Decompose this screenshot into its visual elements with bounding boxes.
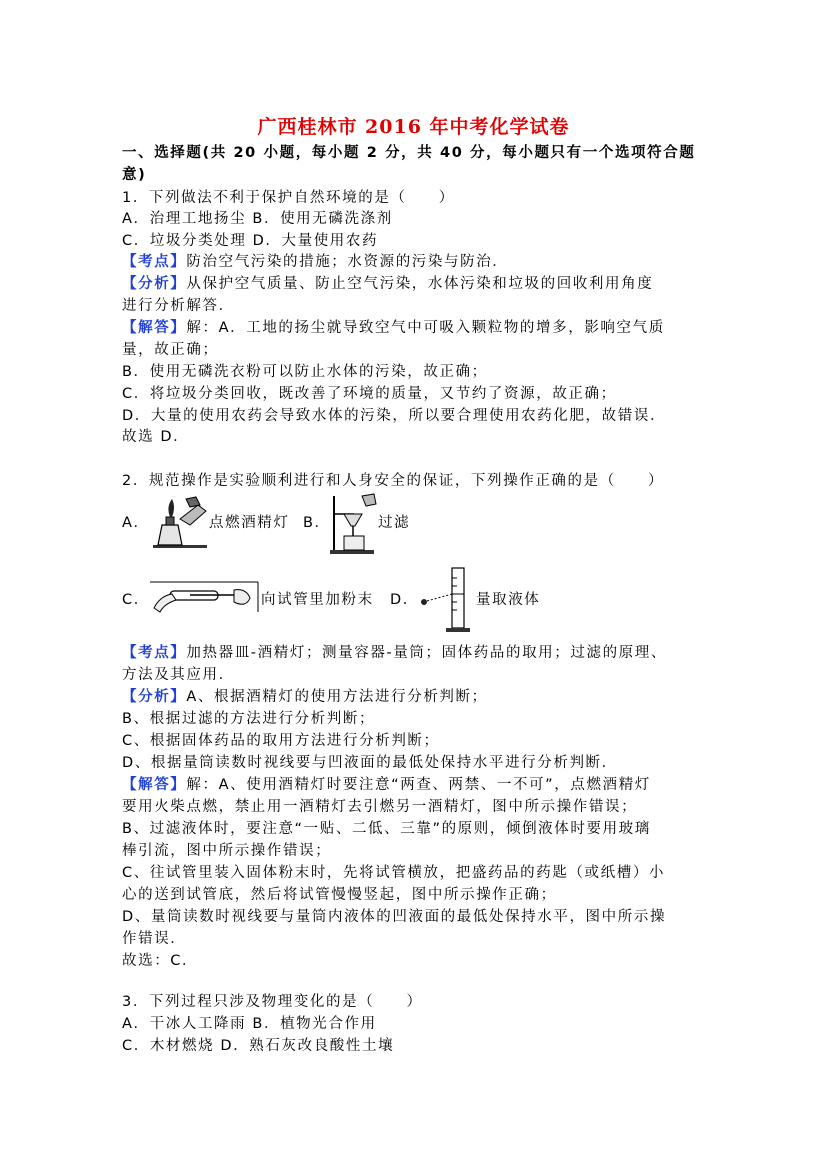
fenxi-tag: 【分析】 — [122, 689, 187, 705]
q1-jieda-line2: 量，故正确； — [122, 342, 219, 358]
q2-option-d-letter: D． — [390, 592, 419, 608]
jieda-tag: 【解答】 — [122, 320, 187, 336]
q1-options-cd: C．垃圾分类处理 D．大量使用农药 — [122, 233, 379, 249]
q3-options-ab: A．干冰人工降雨 B．植物光合作用 — [122, 1016, 377, 1032]
q1-jieda — [122, 317, 702, 339]
q1-fenxi-line2: 进行分析解答． — [122, 298, 235, 314]
q1-fenxi-text: 从保护空气质量、防止空气污染，水体污染和垃圾的回收利用角度 — [186, 276, 654, 292]
q2-jieda-line8: 作错误． — [122, 931, 187, 947]
q2-option-c-letter: C． — [122, 592, 150, 608]
q2-kaodian — [122, 642, 702, 664]
q2-option-a-letter: A． — [122, 515, 150, 531]
q2-jieda — [122, 774, 702, 796]
page-title: 广西桂林市 2016 年中考化学试卷 — [257, 116, 570, 138]
q2-kaodian-text: 加热器皿-酒精灯；测量容器-量筒；固体药品的取用；过滤的原理、 — [186, 645, 667, 661]
test-tube-powder-figure — [150, 578, 260, 616]
q1-kaodian — [122, 251, 702, 273]
q2-jieda-line3: B、过滤液体时，要注意“一贴、二低、三靠”的原则，倾倒液体时要用玻璃 — [122, 821, 651, 837]
filtration-figure — [326, 492, 378, 556]
q2-jieda-line4: 棒引流，图中所示操作错误； — [122, 843, 332, 859]
q3-stem: 3．下列过程只涉及物理变化的是（ ） — [122, 994, 423, 1010]
q3-options-cd: C．木材燃烧 D．熟石灰改良酸性土壤 — [122, 1038, 395, 1054]
q2-option-b-letter: B． — [303, 515, 331, 531]
q2-jieda-line6: 心的送到试管底，然后将试管慢慢竖起，图中所示操作正确； — [122, 887, 557, 903]
q2-fenxi — [122, 686, 702, 708]
graduated-cylinder-figure — [414, 564, 474, 634]
q2-fenxi-text: A、根据酒精灯的使用方法进行分析判断； — [186, 689, 488, 705]
fenxi-tag: 【分析】 — [122, 276, 187, 292]
q2-option-b-text: 过滤 — [378, 515, 411, 531]
q1-options-ab: A．治理工地扬尘 B．使用无磷洗涤剂 — [122, 211, 393, 227]
q1-jieda-line4: C．将垃圾分类回收，既改善了环境的质量，又节约了资源，故正确； — [122, 386, 617, 402]
q1-jieda-line3: B．使用无磷洗衣粉可以防止水体的污染，故正确； — [122, 364, 488, 380]
kaodian-tag: 【考点】 — [122, 254, 187, 270]
q2-kaodian-line2: 方法及其应用． — [122, 667, 235, 683]
q2-fenxi-line2: B、根据过滤的方法进行分析判断； — [122, 711, 376, 727]
q2-fenxi-line4: D、根据量筒读数时视线要与凹液面的最低处保持水平进行分析判断． — [122, 755, 618, 771]
q2-option-c-text: 向试管里加粉末 — [261, 592, 374, 608]
q1-jieda-line6: 故选 D． — [122, 429, 190, 445]
q2-jieda-line9: 故选：C． — [122, 953, 199, 969]
q2-fenxi-line3: C、根据固体药品的取用方法进行分析判断； — [122, 733, 440, 749]
q1-stem: 1．下列做法不利于保护自然环境的是（ ） — [122, 190, 455, 206]
q2-option-a-text: 点燃酒精灯 — [209, 515, 290, 531]
q1-jieda-text: 解：A．工地的扬尘就导致空气中可吸入颗粒物的增多，影响空气质 — [186, 320, 665, 336]
section-heading-line1: 一、选择题(共 20 小题，每小题 2 分，共 40 分，每小题只有一个选项符合题 — [122, 145, 696, 161]
q2-jieda-line7: D、量筒读数时视线要与量筒内液体的凹液面的最低处保持水平，图中所示操 — [122, 909, 667, 925]
q2-jieda-line2: 要用火柴点燃，禁止用一酒精灯去引燃另一酒精灯，图中所示操作错误； — [122, 799, 638, 815]
q1-jieda-line5: D．大量的使用农药会导致水体的污染，所以要合理使用农药化肥，故错误． — [122, 408, 667, 424]
q2-jieda-line5: C、往试管里装入固体粉末时，先将试管横放，把盛药品的药匙（或纸槽）小 — [122, 865, 666, 881]
q2-option-d-text: 量取液体 — [476, 592, 541, 608]
kaodian-tag: 【考点】 — [122, 645, 187, 661]
q1-kaodian-text: 防治空气污染的措施；水资源的污染与防治． — [186, 254, 509, 270]
q1-fenxi — [122, 273, 702, 295]
q2-jieda-text: 解：A、使用酒精灯时要注意“两查、两禁、一不可”，点燃酒精灯 — [186, 777, 651, 793]
q2-stem: 2．规范操作是实验顺利进行和人身安全的保证，下列操作正确的是（ ） — [122, 473, 665, 489]
section-heading-line2: 意) — [122, 167, 147, 183]
jieda-tag: 【解答】 — [122, 777, 187, 793]
alcohol-lamp-figure — [150, 495, 210, 553]
